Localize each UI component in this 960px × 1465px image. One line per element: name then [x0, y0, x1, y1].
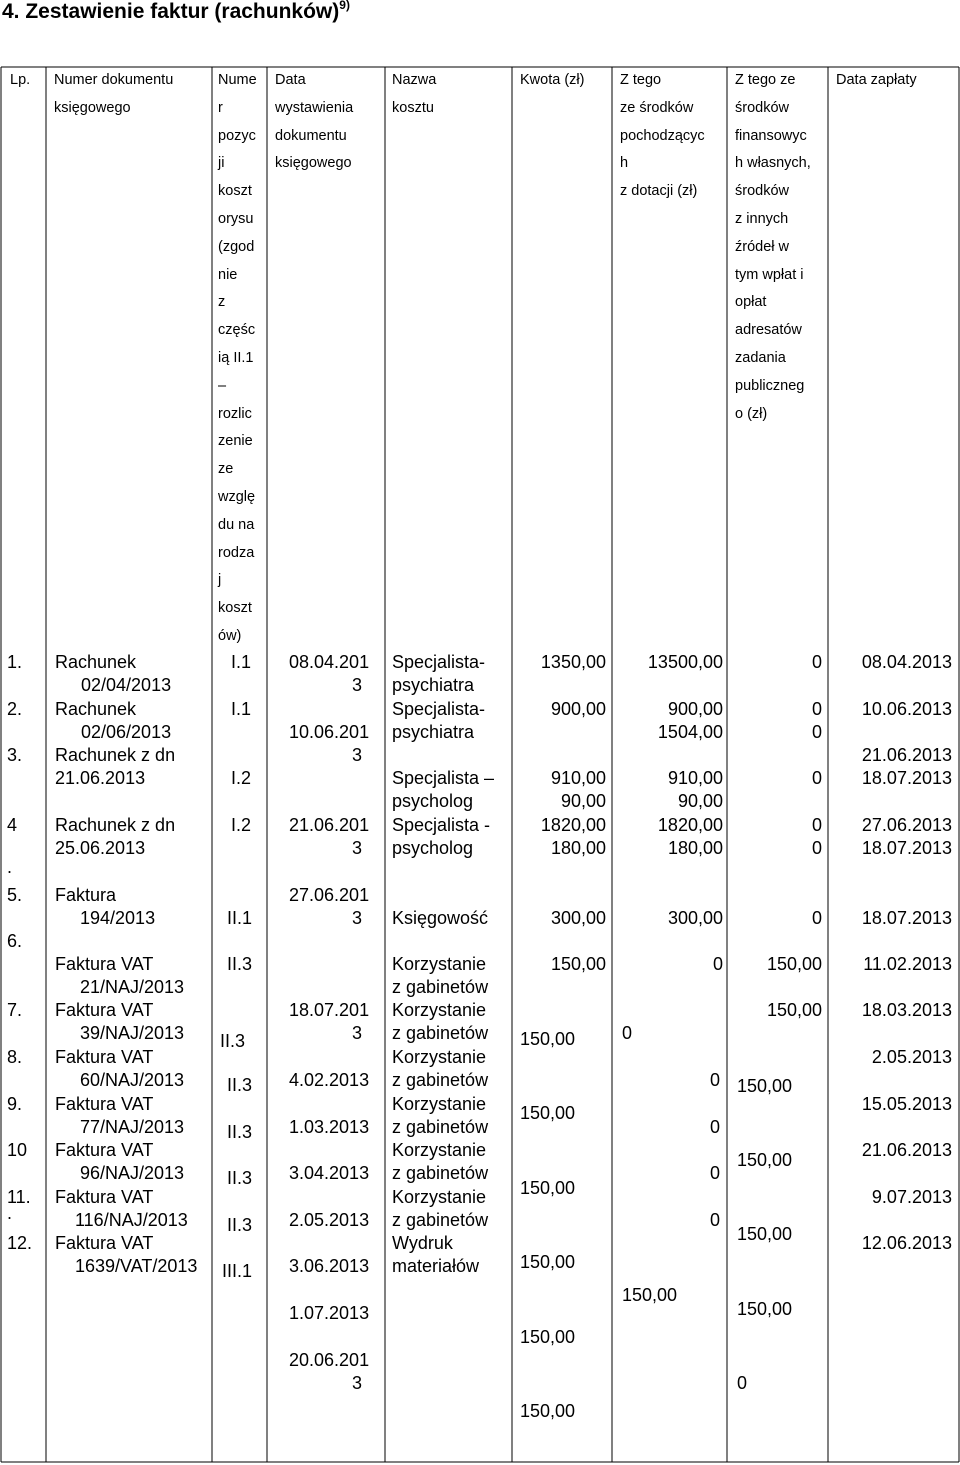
- header-line: z innych: [735, 210, 789, 227]
- header-line: Data zapłaty: [836, 72, 917, 88]
- lp-cell: 12.: [7, 1233, 33, 1253]
- header-line: księgowego: [54, 99, 131, 116]
- own-funds-cell: 0: [710, 1210, 721, 1230]
- lp-cell: 7.: [7, 1000, 23, 1020]
- issue-date-line: 1.03.2013: [289, 1117, 370, 1137]
- header-line: finansowyc: [735, 127, 807, 144]
- own-funds-cell: 150,00: [737, 1076, 793, 1096]
- header-line: środków: [735, 183, 789, 200]
- grant-amount-cell: 0: [622, 1023, 633, 1043]
- cost-name-line: Korzystanie: [392, 1140, 487, 1160]
- doc-number-line: Faktura VAT: [55, 1047, 154, 1067]
- header-line: Z tego ze: [735, 72, 796, 88]
- cost-name-line: Korzystanie: [392, 954, 487, 974]
- grant-amount-cell: 910,00: [667, 768, 723, 788]
- header-line: rodza: [218, 544, 255, 561]
- issue-date-line: 20.06.201: [289, 1350, 370, 1370]
- issue-date-line: 3: [352, 745, 363, 765]
- grant-amount-cell: 1504,00: [657, 722, 723, 742]
- grant-amount-cell: 1820,00: [657, 815, 723, 835]
- payment-date-cell: 18.07.2013: [861, 768, 952, 788]
- cost-name-line: psychiatra: [392, 675, 475, 695]
- amount-cell: 150,00: [520, 1327, 576, 1347]
- amount-cell: 150,00: [520, 1103, 576, 1123]
- header-line: ów): [218, 627, 242, 644]
- payment-date-cell: 18.07.2013: [861, 838, 952, 858]
- issue-date-line: 21.06.201: [289, 815, 370, 835]
- doc-number-line: 96/NAJ/2013: [80, 1163, 185, 1183]
- issue-date-line: 3.04.2013: [289, 1163, 370, 1183]
- header-line: częśc: [218, 322, 256, 339]
- header-line: ze środków: [620, 99, 694, 116]
- header-line: rozlic: [218, 405, 252, 422]
- header-line: z dotacji (zł): [620, 183, 698, 200]
- cost-position-cell: I.2: [231, 768, 252, 788]
- header-line: zadania: [735, 349, 786, 366]
- cost-name-line: z gabinetów: [392, 1117, 489, 1137]
- header-line: r: [218, 99, 223, 116]
- payment-date-cell: 18.03.2013: [861, 1000, 952, 1020]
- issue-date-line: 3: [352, 908, 363, 928]
- lp-cell: 11.: [7, 1187, 31, 1207]
- cost-name-line: z gabinetów: [392, 1070, 489, 1090]
- header-line: opłat: [735, 294, 767, 311]
- own-funds-cell: 0: [811, 815, 822, 835]
- header-line: du na: [218, 516, 255, 533]
- header-line: pochodzącyc: [620, 127, 705, 144]
- footnote-mark: 9): [339, 0, 350, 12]
- header-line: księgowego: [275, 155, 352, 172]
- doc-number-line: 21.06.2013: [55, 768, 146, 788]
- cost-name-line: z gabinetów: [392, 977, 489, 997]
- issue-date-line: 1.07.2013: [289, 1303, 370, 1323]
- own-funds-cell: 0: [811, 768, 822, 788]
- lp-cell: 4: [7, 815, 18, 835]
- header-line: wystawienia: [275, 99, 354, 116]
- payment-date-cell: 21.06.2013: [861, 745, 952, 765]
- header-line: h: [620, 155, 629, 172]
- own-funds-cell: 0: [710, 1070, 721, 1090]
- amount-cell: 150,00: [520, 1252, 576, 1272]
- header-line: tym wpłat i: [735, 266, 804, 283]
- cost-position-cell: II.3: [227, 1168, 253, 1188]
- grant-amount-cell: 900,00: [667, 699, 723, 719]
- header-z-dotacji: [620, 67, 705, 206]
- amount-cell: 300,00: [550, 908, 606, 928]
- lp-cell: 5.: [7, 885, 23, 905]
- header-line: Numer dokumentu: [54, 72, 174, 88]
- cost-name-line: Specjalista -: [392, 815, 491, 835]
- cost-name-line: z gabinetów: [392, 1023, 489, 1043]
- cost-position-cell: II.3: [227, 1075, 253, 1095]
- cost-name-line: psychiatra: [392, 722, 475, 742]
- header-line: nie: [218, 266, 238, 283]
- lp-cell: 10: [7, 1140, 28, 1160]
- lp-cell: .: [7, 1203, 13, 1223]
- doc-number-line: Faktura VAT: [55, 1094, 154, 1114]
- payment-date-cell: 15.05.2013: [861, 1094, 952, 1114]
- cost-name-line: Księgowość: [392, 908, 489, 928]
- doc-number-line: 60/NAJ/2013: [80, 1070, 185, 1090]
- payment-date-cell: 27.06.2013: [861, 815, 952, 835]
- doc-number-line: Rachunek: [55, 652, 137, 672]
- grant-amount-cell: 13500,00: [647, 652, 723, 672]
- doc-number-line: 25.06.2013: [55, 838, 146, 858]
- own-funds-cell: 0: [811, 652, 822, 672]
- doc-number-line: 194/2013: [80, 908, 156, 928]
- issue-date-line: 3: [352, 1023, 363, 1043]
- cost-name-line: psycholog: [392, 791, 474, 811]
- doc-number-line: Faktura VAT: [55, 1233, 154, 1253]
- header-line: ji: [218, 155, 225, 172]
- header-line: Nazwa: [392, 72, 437, 88]
- own-funds-cell: 150,00: [737, 1150, 793, 1170]
- doc-number-line: Faktura: [55, 885, 117, 905]
- payment-date-cell: 9.07.2013: [871, 1187, 952, 1207]
- amount-cell: 150,00: [520, 1401, 576, 1421]
- cost-position-cell: II.3: [227, 954, 253, 974]
- header-line: źródeł w: [735, 238, 789, 255]
- payment-date-cell: 21.06.2013: [861, 1140, 952, 1160]
- cost-position-cell: I.1: [231, 699, 252, 719]
- issue-date-line: 27.06.201: [289, 885, 370, 905]
- own-funds-cell: 150,00: [737, 1224, 793, 1244]
- cost-name-line: z gabinetów: [392, 1163, 489, 1183]
- doc-number-line: 116/NAJ/2013: [75, 1210, 188, 1230]
- grant-amount-cell: 150,00: [622, 1285, 678, 1305]
- cost-position-cell: II.3: [220, 1031, 246, 1051]
- header-line: ze: [218, 461, 234, 478]
- own-funds-cell: 0: [737, 1373, 748, 1393]
- grant-amount-cell: 90,00: [677, 791, 723, 811]
- amount-cell: 90,00: [560, 791, 606, 811]
- cost-name-line: Wydruk: [392, 1233, 453, 1253]
- doc-number-line: Faktura VAT: [55, 954, 154, 974]
- lp-cell: .: [7, 857, 13, 877]
- own-funds-cell: 150,00: [737, 1299, 793, 1319]
- own-funds-cell: 150,00: [766, 1000, 822, 1020]
- header-line: Z tego: [620, 72, 662, 88]
- payment-date-cell: 11.02.2013: [863, 954, 952, 974]
- cost-name-line: Specjalista –: [392, 768, 495, 788]
- issue-date-line: 3.06.2013: [289, 1256, 370, 1276]
- cost-name-line: Korzystanie: [392, 1000, 487, 1020]
- header-kwota: [520, 67, 584, 95]
- amount-cell: 1350,00: [540, 652, 606, 672]
- header-numer-dokumentu: [54, 67, 173, 123]
- payment-date-cell: 08.04.2013: [861, 652, 952, 672]
- lp-cell: 1.: [7, 652, 23, 672]
- cost-position-cell: I.1: [231, 652, 252, 672]
- doc-number-line: 39/NAJ/2013: [80, 1023, 185, 1043]
- cost-position-cell: III.1: [222, 1261, 253, 1281]
- grant-amount-cell: 180,00: [667, 838, 723, 858]
- header-nazwa-kosztu: [392, 67, 436, 123]
- amount-cell: 180,00: [550, 838, 606, 858]
- payment-date-cell: 12.06.2013: [861, 1233, 952, 1253]
- amount-cell: 150,00: [520, 1178, 576, 1198]
- payment-date-cell: 18.07.2013: [861, 908, 952, 928]
- cost-name-line: z gabinetów: [392, 1210, 489, 1230]
- doc-number-line: 21/NAJ/2013: [80, 977, 185, 997]
- section-title-text: 4. Zestawienie faktur (rachunków): [2, 0, 340, 23]
- cost-name-line: materiałów: [392, 1256, 480, 1276]
- header-line: publiczneg: [735, 377, 805, 394]
- amount-cell: 910,00: [550, 768, 606, 788]
- doc-number-line: Rachunek z dn: [55, 745, 176, 765]
- header-line: orysu: [218, 210, 254, 227]
- header-line: środków: [735, 99, 789, 116]
- own-funds-cell: 0: [710, 1117, 721, 1137]
- header-line: (zgod: [218, 238, 255, 255]
- cost-position-cell: II.1: [227, 908, 253, 928]
- own-funds-cell: 0: [811, 699, 822, 719]
- own-funds-cell: 0: [811, 838, 822, 858]
- doc-number-line: Faktura VAT: [55, 1140, 154, 1160]
- header-data-zaplaty: [836, 67, 917, 95]
- cost-name-line: Korzystanie: [392, 1094, 487, 1114]
- header-line: ią II.1: [218, 349, 254, 366]
- own-funds-cell: 150,00: [766, 954, 822, 974]
- header-line: Nume: [218, 72, 257, 88]
- cost-name-line: Korzystanie: [392, 1187, 487, 1207]
- issue-date-line: 18.07.201: [289, 1000, 370, 1020]
- cost-name-line: Specjalista-: [392, 699, 486, 719]
- own-funds-cell: 0: [811, 722, 822, 742]
- header-line: o (zł): [735, 405, 768, 422]
- issue-date-line: 3: [352, 838, 363, 858]
- amount-cell: 1820,00: [540, 815, 606, 835]
- header-numer-pozycji: [218, 67, 257, 651]
- header-line: z: [218, 294, 226, 311]
- lp-cell: 9.: [7, 1094, 23, 1114]
- header-lp-line: Lp.: [10, 72, 31, 88]
- doc-number-line: 02/04/2013: [81, 675, 172, 695]
- lp-cell: 2.: [7, 699, 23, 719]
- header-line: zenie: [218, 433, 253, 450]
- header-line: Data: [275, 72, 306, 88]
- doc-number-line: 77/NAJ/2013: [80, 1117, 185, 1137]
- cost-position-cell: II.3: [227, 1215, 253, 1235]
- issue-date-line: 3: [352, 675, 363, 695]
- doc-number-line: 02/06/2013: [81, 722, 172, 742]
- header-line: kosztu: [392, 99, 434, 116]
- header-line: –: [218, 377, 227, 394]
- header-line: j: [218, 572, 222, 589]
- grant-amount-cell: 0: [712, 954, 723, 974]
- header-line: koszt: [218, 183, 252, 200]
- lp-cell: 6.: [7, 931, 23, 951]
- amount-cell: 900,00: [550, 699, 606, 719]
- cost-position-cell: I.2: [231, 815, 252, 835]
- payment-date-cell: 10.06.2013: [861, 699, 952, 719]
- header-line: adresatów: [735, 322, 802, 339]
- issue-date-line: 3: [352, 1373, 363, 1393]
- doc-number-line: Rachunek: [55, 699, 137, 719]
- grant-amount-cell: 300,00: [667, 908, 723, 928]
- issue-date-line: 08.04.201: [289, 652, 370, 672]
- doc-number-line: Faktura VAT: [55, 1000, 154, 1020]
- doc-number-line: Faktura VAT: [55, 1187, 154, 1207]
- header-line: pozyc: [218, 127, 256, 144]
- cost-position-cell: II.3: [227, 1122, 253, 1142]
- header-line: koszt: [218, 600, 252, 617]
- header-srodki-wlasne: [735, 67, 811, 428]
- lp-cell: 3.: [7, 745, 23, 765]
- issue-date-line: 4.02.2013: [289, 1070, 370, 1090]
- header-data-wystawienia: [275, 67, 353, 178]
- amount-cell: 150,00: [550, 954, 606, 974]
- lp-cell: 8.: [7, 1047, 23, 1067]
- header-line: wzglę: [218, 488, 256, 505]
- header-line: h własnych,: [735, 155, 811, 172]
- doc-number-line: Rachunek z dn: [55, 815, 176, 835]
- header-line: dokumentu: [275, 127, 347, 144]
- own-funds-cell: 0: [811, 908, 822, 928]
- cost-name-line: Specjalista-: [392, 652, 486, 672]
- doc-number-line: 1639/VAT/2013: [75, 1256, 198, 1276]
- own-funds-cell: 0: [710, 1163, 721, 1183]
- amount-cell: 150,00: [520, 1029, 576, 1049]
- issue-date-line: 2.05.2013: [289, 1210, 370, 1230]
- header-lp: [10, 67, 30, 95]
- cost-name-line: Korzystanie: [392, 1047, 487, 1067]
- header-line: Kwota (zł): [520, 72, 585, 88]
- cost-name-line: psycholog: [392, 838, 474, 858]
- issue-date-line: 10.06.201: [289, 722, 370, 742]
- payment-date-cell: 2.05.2013: [871, 1047, 952, 1067]
